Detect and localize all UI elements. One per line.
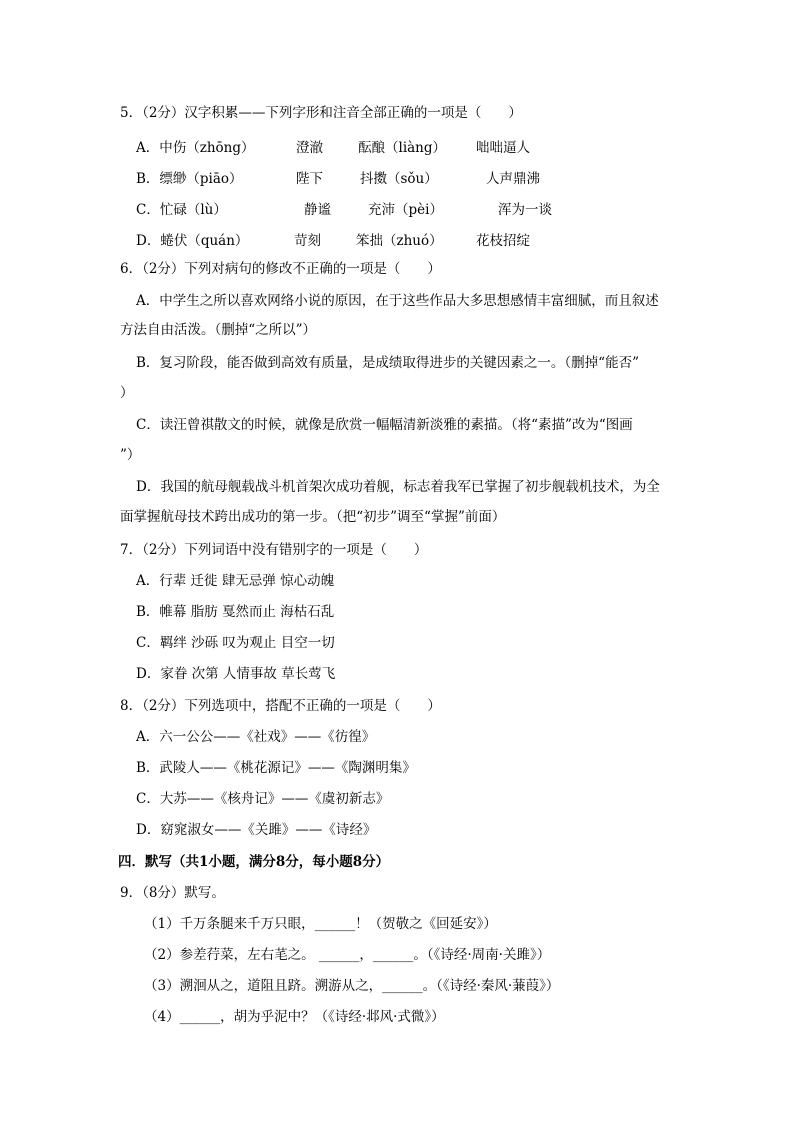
q5-a-word1: A．中伤（zhōng） xyxy=(136,140,255,156)
q5-c-word4: 浑为一谈 xyxy=(498,202,552,218)
q5-a-word4: 咄咄逼人 xyxy=(476,140,530,156)
question-9-stem: 9．（8分）默写。 xyxy=(120,885,225,901)
q5-d-word2: 苛刻 xyxy=(294,233,321,249)
question-8-stem: 8．（2分）下列选项中，搭配不正确的一项是（ ） xyxy=(120,698,441,714)
question-6-option-a-line2: 方法自由活泼。（删掉“之所以”） xyxy=(120,322,317,338)
question-9-item-1: （1）千万条腿来千万只眼，______！（贺敬之《回延安》） xyxy=(144,916,497,932)
q5-b-word4: 人声鼎沸 xyxy=(486,171,540,187)
question-6-option-c-line1: C．读汪曾祺散文的时候，就像是欣赏一幅幅清新淡雅的素描。（将“素描”改为“图画 xyxy=(136,417,633,433)
question-6-option-c-line2: ”） xyxy=(120,447,141,463)
q5-a-word3: 酝酿（liàng） xyxy=(358,140,447,156)
section-4-heading: 四．默写（共1小题，满分8分，每小题8分） xyxy=(118,854,390,870)
question-6-option-d-line2: 面掌握航母技术跨出成功的第一步。（把“初步”调至“掌握”前面） xyxy=(120,509,506,525)
q5-c-word2: 静谧 xyxy=(304,202,331,218)
q5-d-word4: 花枝招绽 xyxy=(476,233,530,249)
question-6-option-d-line1: D．我国的航母舰载战斗机首架次成功着舰，标志着我军已掌握了初步舰载机技术，为全 xyxy=(136,479,660,495)
q5-b-word1: B．缥缈（piāo） xyxy=(136,171,243,187)
q5-c-word1: C．忙碌（lù） xyxy=(136,202,227,218)
question-7-option-b: B．帷幕 脂肪 戛然而止 海枯石乱 xyxy=(136,604,335,620)
q5-b-word2: 陛下 xyxy=(296,171,323,187)
q5-d-word3: 笨拙（zhuó） xyxy=(356,233,443,249)
question-7-option-a: A．行辈 迁徙 肆无忌弹 惊心动魄 xyxy=(136,573,335,589)
question-8-option-a: A．六一公公——《社戏》——《彷徨》 xyxy=(136,729,376,745)
question-6-option-b-line1: B．复习阶段，能否做到高效有质量，是成绩取得进步的关键因素之一。（删掉“能否” xyxy=(136,355,639,371)
question-6-option-a-line1: A．中学生之所以喜欢网络小说的原因，在于这些作品大多思想感情丰富细腻，而且叙述 xyxy=(136,293,659,309)
question-5-stem: 5．（2分）汉字积累——下列字形和注音全部正确的一项是（ ） xyxy=(120,105,522,121)
question-9-item-3: （3）溯洄从之，道阻且跻。溯游从之，______。（《诗经·秦风·蒹葭》） xyxy=(144,978,560,994)
question-8-option-c: C．大苏——《核舟记》——《虞初新志》 xyxy=(136,791,390,807)
question-8-option-b: B．武陵人——《桃花源记》——《陶渊明集》 xyxy=(136,760,416,776)
question-9-item-4: （4）______，胡为乎泥中？（《诗经·邶风·式微》） xyxy=(144,1009,445,1025)
question-9-item-2: （2）参差荇菜，左右芼之。 ______，______。（《诗经·周南·关雎》） xyxy=(144,947,551,963)
question-6-option-b-line2: ） xyxy=(120,385,134,401)
question-7-option-d: D．家眷 次第 人情事故 草长莺飞 xyxy=(136,666,336,682)
question-6-stem: 6．（2分）下列对病句的修改不正确的一项是（ ） xyxy=(120,261,441,277)
question-7-stem: 7．（2分）下列词语中没有错别字的一项是（ ） xyxy=(120,542,428,558)
q5-b-word3: 抖擞（sǒu） xyxy=(360,171,438,187)
q5-c-word3: 充沛（pèi） xyxy=(368,202,443,218)
q5-d-word1: D．蜷伏（quán） xyxy=(136,233,249,249)
question-8-option-d: D．窈窕淑女——《关雎》——《诗经》 xyxy=(136,822,377,838)
question-7-option-c: C．羁绊 沙砾 叹为观止 目空一切 xyxy=(136,635,335,651)
q5-a-word2: 澄澈 xyxy=(296,140,323,156)
